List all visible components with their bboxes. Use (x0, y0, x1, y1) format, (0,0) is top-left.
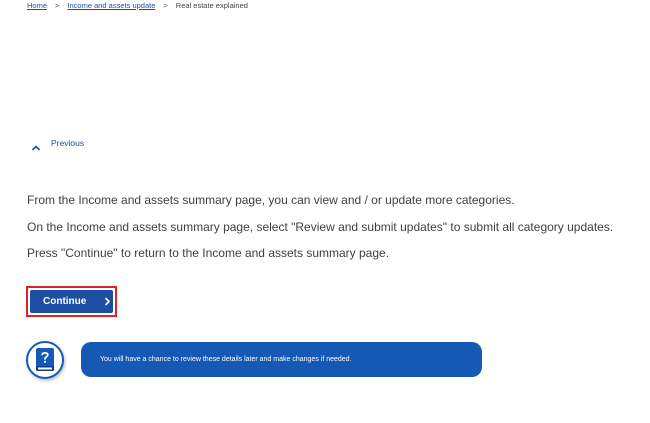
breadcrumb-link-home[interactable]: Home (27, 1, 48, 10)
previous-link[interactable] (32, 138, 84, 148)
instruction-paragraph: Press "Continue" to return to the Income and assets summary page. (27, 246, 390, 260)
instruction-paragraph: From the Income and assets summary page, you can view and / or update more categories. (27, 193, 515, 207)
chevron-right-icon (104, 297, 111, 306)
help-message: You will have a chance to review these details later and make changes if needed. (81, 342, 482, 377)
breadcrumb-separator: > (55, 1, 60, 10)
instructions (27, 193, 637, 273)
help-book-icon (26, 341, 64, 379)
breadcrumb-current-page: Real estate explained (175, 1, 248, 10)
breadcrumb-link-income-assets-update[interactable]: Income and assets update (67, 1, 156, 10)
breadcrumb (27, 1, 248, 11)
chevron-up-icon (32, 139, 40, 147)
continue-button-highlight (26, 286, 117, 317)
continue-button[interactable] (30, 290, 113, 313)
previous-label: Previous (51, 138, 85, 148)
breadcrumb-separator: > (163, 1, 168, 10)
continue-button-label: Continue (43, 296, 87, 307)
instruction-paragraph: On the Income and assets summary page, select "Review and submit updates" to submit all category updates. (27, 219, 614, 234)
